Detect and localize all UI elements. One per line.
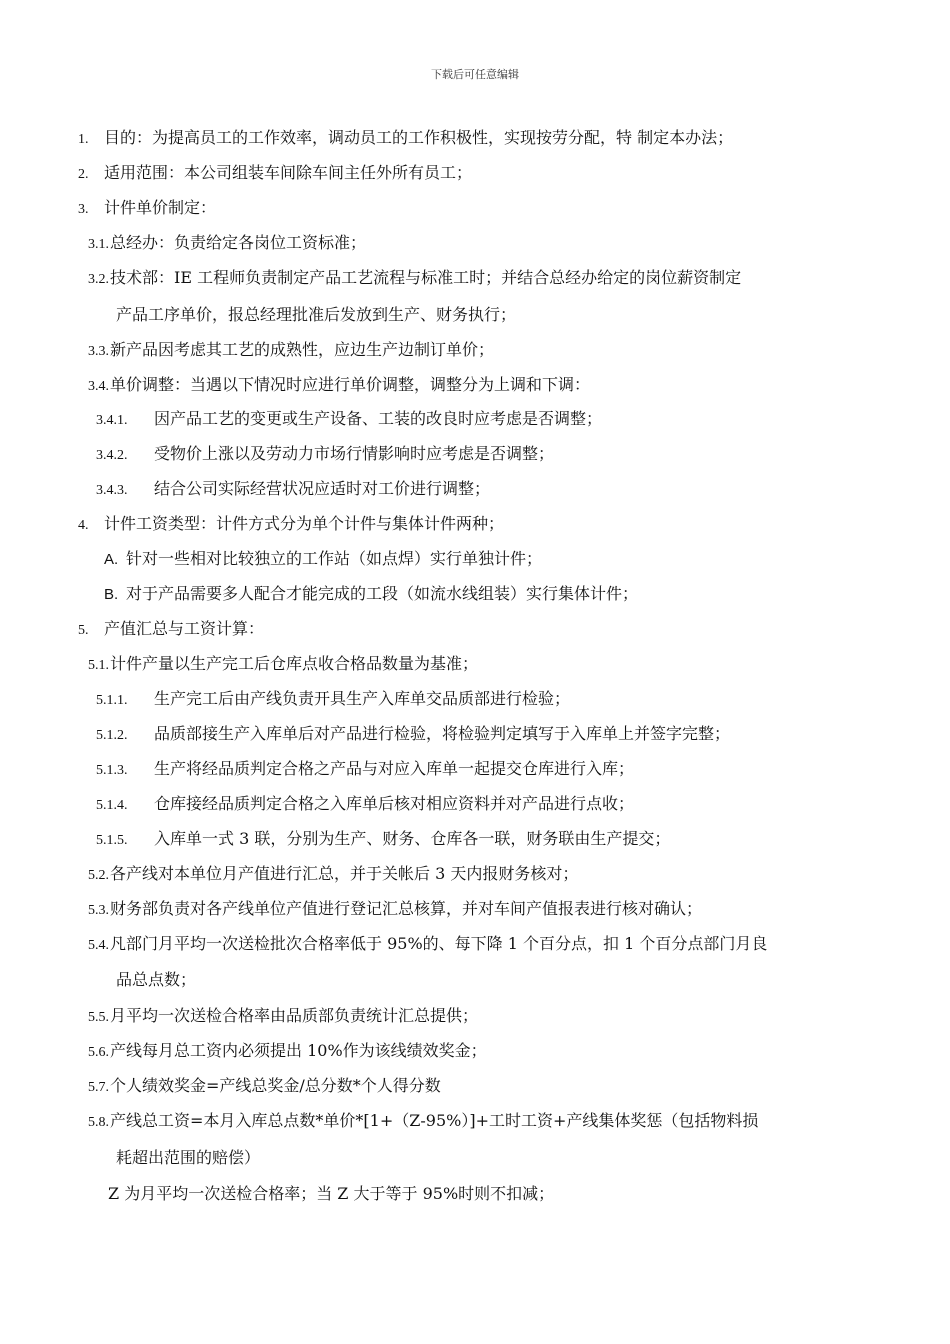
item-number: 5.1.1.	[96, 693, 128, 708]
item-text: Z 为月平均一次送检合格率；当 Z 大于等于 95%时则不扣减；	[108, 1184, 555, 1203]
item-number: 5.2.	[88, 868, 109, 883]
item-number: A.	[104, 551, 119, 568]
item-text: 财务部负责对各产线单位产值进行登记汇总核算，并对车间产值报表进行核对确认；	[110, 899, 703, 918]
item-text: 计件产量以生产完工后仓库点收合格品数量为基准；	[110, 654, 479, 673]
item-text: 针对一些相对比较独立的工作站（如点焊）实行单独计件；	[126, 549, 543, 568]
list-item	[88, 1006, 478, 1028]
item-number: 5.1.4.	[96, 798, 128, 813]
item-text: 目的：为提高员工的工作效率，调动员工的工作积极性，实现按劳分配，特 制定本办法；	[104, 128, 734, 147]
list-item	[96, 479, 490, 501]
list-item	[88, 233, 366, 255]
item-text: 产值汇总与工资计算：	[104, 619, 265, 638]
item-number: 5.1.	[88, 658, 109, 673]
item-text: 总经办：负责给定各岗位工资标准；	[110, 233, 367, 252]
list-item	[104, 584, 638, 605]
item-number: 3.2.	[88, 272, 109, 287]
page-header: 下载后可任意编辑	[431, 68, 519, 81]
item-text: 产线每月总工资内必须提出 10%作为该线绩效奖金；	[110, 1041, 487, 1060]
item-text: 生产完工后由产线负责开具生产入库单交品质部进行检验；	[154, 689, 571, 708]
item-number: 5.5.	[88, 1010, 109, 1025]
item-text: 月平均一次送检合格率由品质部负责统计汇总提供；	[110, 1006, 479, 1025]
item-text: 技术部：IE 工程师负责制定产品工艺流程与标准工时；并结合总经办给定的岗位薪资制定	[110, 268, 742, 287]
item-text: 受物价上涨以及劳动力市场行情影响时应考虑是否调整；	[154, 444, 555, 463]
list-item	[96, 444, 554, 466]
item-text: 对于产品需要多人配合才能完成的工段（如流水线组装）实行集体计件；	[126, 584, 639, 603]
list-item	[88, 899, 702, 921]
list-item	[88, 654, 478, 676]
list-item	[78, 619, 264, 641]
list-item	[104, 549, 542, 570]
item-number: 2.	[78, 167, 89, 182]
item-text: 耗超出范围的赔偿）	[116, 1148, 261, 1167]
item-number: 5.	[78, 623, 89, 638]
item-number: 5.4.	[88, 938, 109, 953]
item-text: 生产将经品质判定合格之产品与对应入库单一起提交仓库进行入库；	[154, 759, 635, 778]
item-text: 单价调整：当遇以下情况时应进行单价调整，调整分为上调和下调：	[110, 375, 591, 394]
item-text: 产品工序单价，报总经理批准后发放到生产、财务执行；	[116, 305, 517, 324]
list-item-continuation	[116, 1148, 260, 1168]
list-item	[88, 1111, 758, 1133]
item-text: 个人绩效奖金=产线总奖金/总分数*个人得分数	[110, 1076, 441, 1095]
list-item-continuation	[116, 970, 196, 990]
item-number: 5.6.	[88, 1045, 109, 1060]
item-number: 4.	[78, 518, 89, 533]
item-text: 因产品工艺的变更或生产设备、工装的改良时应考虑是否调整；	[154, 409, 603, 428]
item-text: 计件工资类型：计件方式分为单个计件与集体计件两种；	[104, 514, 505, 533]
list-item	[96, 689, 570, 711]
note-line	[108, 1184, 554, 1204]
item-text: 各产线对本单位月产值进行汇总，并于关帐后 3 天内报财务核对；	[110, 864, 579, 883]
list-item	[78, 163, 472, 185]
list-item	[88, 1041, 487, 1063]
item-text: 入库单一式 3 联，分别为生产、财务、仓库各一联，财务联由生产提交；	[154, 829, 671, 848]
item-text: 计件单价制定：	[104, 198, 217, 217]
item-number: B.	[104, 586, 119, 603]
item-text: 适用范围：本公司组装车间除车间主任外所有员工；	[104, 163, 473, 182]
item-text: 结合公司实际经营状况应适时对工价进行调整；	[154, 479, 491, 498]
list-item	[88, 375, 590, 397]
list-item	[88, 864, 578, 886]
list-item	[96, 829, 670, 851]
list-item	[96, 794, 634, 816]
item-text: 新产品因考虑其工艺的成熟性，应边生产边制订单价；	[110, 340, 495, 359]
list-item	[88, 934, 767, 956]
list-item	[78, 128, 733, 150]
item-number: 5.3.	[88, 903, 109, 918]
list-item-continuation	[116, 305, 516, 325]
list-item	[78, 514, 504, 536]
item-number: 5.8.	[88, 1115, 109, 1130]
item-number: 5.1.5.	[96, 833, 128, 848]
item-number: 5.7.	[88, 1080, 109, 1095]
item-text: 仓库接经品质判定合格之入库单后核对相应资料并对产品进行点收；	[154, 794, 635, 813]
list-item	[96, 409, 602, 431]
item-number: 1.	[78, 132, 89, 147]
item-text: 凡部门月平均一次送检批次合格率低于 95%的、每下降 1 个百分点，扣 1 个百分点部门月良	[110, 934, 768, 953]
item-number: 5.1.3.	[96, 763, 128, 778]
item-number: 3.4.	[88, 379, 109, 394]
item-number: 3.4.3.	[96, 483, 128, 498]
item-number: 3.4.2.	[96, 448, 128, 463]
item-number: 3.	[78, 202, 89, 217]
list-item	[78, 198, 216, 220]
list-item	[88, 268, 741, 290]
list-item	[96, 724, 730, 746]
item-text: 品质部接生产入库单后对产品进行检验，将检验判定填写于入库单上并签字完整；	[154, 724, 731, 743]
item-number: 5.1.2.	[96, 728, 128, 743]
item-text: 品总点数；	[116, 970, 197, 989]
item-number: 3.1.	[88, 237, 109, 252]
list-item	[96, 759, 634, 781]
item-text: 产线总工资=本月入库总点数*单价*[1+（Z-95%）]+工时工资+产线集体奖惩（包括物料损	[110, 1111, 759, 1130]
list-item	[88, 1076, 441, 1098]
list-item	[88, 340, 494, 362]
item-number: 3.3.	[88, 344, 109, 359]
item-number: 3.4.1.	[96, 413, 128, 428]
